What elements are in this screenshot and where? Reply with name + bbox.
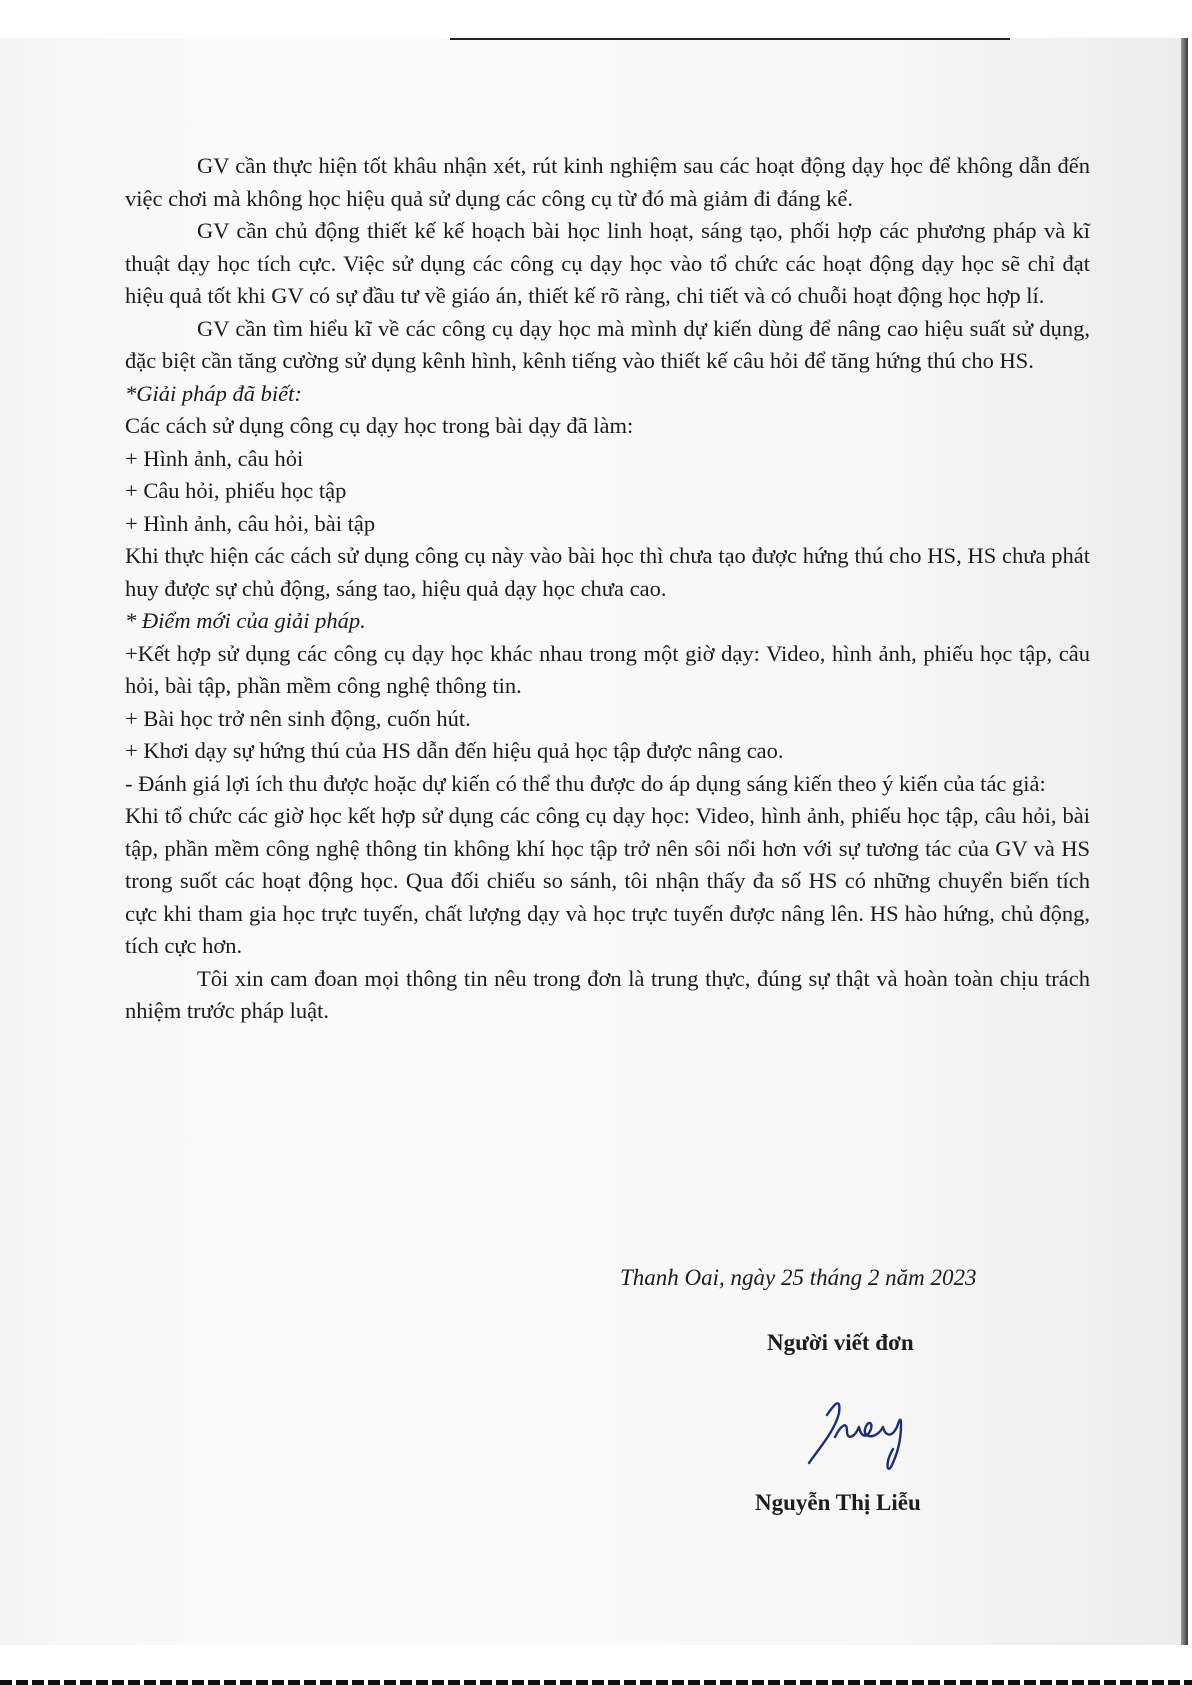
heading-known-solution: *Giải pháp đã biết:: [125, 380, 302, 406]
handwritten-signature: [805, 1385, 935, 1470]
paragraph-tools-research: GV cần tìm hiểu kĩ về các công cụ dạy học mà mình dự kiến dùng để nâng cao hiệu suất sử dụng, đặc biệt cần tăng cường sử dụng kênh hình, kênh tiếng vào thiết kế câu hỏi để tăng hứng thú cho HS.: [125, 315, 1090, 373]
paragraph-feedback: GV cần thực hiện tốt khâu nhận xét, rút kinh nghiệm sau các hoạt động dạy học để không dẫn đến việc chơi mà không học hiệu quả sử dụng các công cụ từ đó mà giảm đi đáng kể.: [125, 153, 1090, 211]
paragraph-results: Khi tổ chức các giờ học kết hợp sử dụng các công cụ dạy học: Video, hình ảnh, phiếu học tập, câu hỏi, bài tập, phần mềm công nghệ thông tin không khí học tập trở nên sôi nổi hơn với sự tương tác của GV và HS trong suốt các hoạt động học. Qua đối chiếu so sánh, tôi nhận thấy đa số HS có những chuyển biến tích cực khi tham gia học trực tuyến, chất lượng dạy và học trực tuyến được nâng lên. HS hào hứng, chủ động, tích cực hơn.: [125, 803, 1090, 958]
list-item-new-point-3: + Khơi dạy sự hứng thú của HS dẫn đến hiệu quả học tập được nâng cao.: [125, 738, 784, 763]
paragraph-commitment: Tôi xin cam đoan mọi thông tin nêu trong đơn là trung thực, đúng sự thật và hoàn toàn chịu trách nhiệm trước pháp luật.: [125, 965, 1090, 1023]
paragraph-benefit-evaluation: - Đánh giá lợi ích thu được hoặc dự kiến có thể thu được do áp dụng sáng kiến theo ý kiến của tác giả:: [125, 770, 1046, 796]
list-item-method-3: + Hình ảnh, câu hỏi, bài tập: [125, 510, 376, 536]
paragraph-limitations: Khi thực hiện các cách sử dụng công cụ này vào bài học thì chưa tạo được hứng thú cho HS, HS chưa phát huy được sự chủ động, sáng tao, hiệu quả dạy học chưa cao.: [125, 543, 1090, 601]
list-item-method-1: + Hình ảnh, câu hỏi: [125, 445, 304, 471]
bottom-dashed-border: [0, 1680, 1192, 1685]
page-right-edge: [1181, 38, 1188, 1645]
paragraph-used-methods: Các cách sử dụng công cụ dạy học trong bài dạy đã làm:: [125, 413, 634, 438]
list-item-method-2: + Câu hỏi, phiếu học tập: [125, 478, 347, 503]
page-top-edge: [450, 38, 1010, 40]
list-item-new-point-2: + Bài học trở nên sinh động, cuốn hút.: [125, 705, 471, 731]
heading-new-points: * Điểm mới của giải pháp.: [125, 608, 366, 633]
signer-name: Nguyễn Thị Liễu: [755, 1490, 921, 1515]
signer-title: Người viết đơn: [767, 1330, 914, 1355]
paragraph-lesson-plan: GV cần chủ động thiết kế kế hoạch bài học linh hoạt, sáng tạo, phối hợp các phương pháp và kĩ thuật dạy học tích cực. Việc sử dụng các công cụ dạy học vào tổ chức các hoạt động dạy học sẽ chỉ đạt hiệu quả tốt khi GV có sự đầu tư về giáo án, thiết kế rõ ràng, chi tiết và có chuỗi hoạt động học hợp lí.: [125, 218, 1090, 308]
place-date: Thanh Oai, ngày 25 tháng 2 năm 2023: [620, 1265, 977, 1290]
bottom-margin: [0, 1645, 1192, 1685]
list-item-new-point-1: +Kết hợp sử dụng các công cụ dạy học khác nhau trong một giờ dạy: Video, hình ảnh, phiếu học tập, câu hỏi, bài tập, phần mềm công nghệ thông tin.: [125, 640, 1090, 698]
document-body: [125, 150, 1090, 1028]
